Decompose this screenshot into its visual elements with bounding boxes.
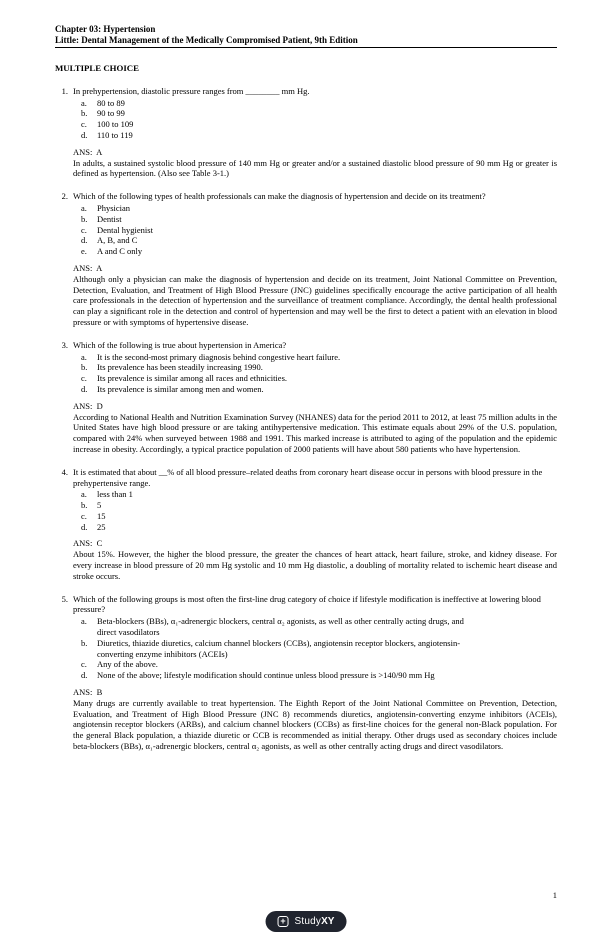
option-letter: d. (81, 670, 88, 681)
option-letter: a. (81, 616, 87, 627)
rationale-text: Although only a physician can make the diagnosis of hypertension and decide on its treatment, Joint National Committee on Prevention, Detection, Evaluation, and Treatment of High Blood Pressure (JNC) guidelines specifically encourage the active participation of all health care professionals in the detection of hypertension and the surveillance of treatment compliance. Accordingly, the dental health professional can play a significant role in the detection and control of hypertension and may well be the first to detect a patient with an elevation in blood pressure or with symptoms of hypertensive disease. (73, 273, 557, 327)
option-letter: a. (81, 351, 87, 362)
answer-label: ANS: D (73, 400, 103, 411)
rationale-text: Many drugs are currently available to treat hypertension. The Eighth Report of the Joint National Committee on Prevention, Detection, Evaluation, and Treatment of High Blood Pressure (JNC 8) recommends diuretics, angiotensin-converting enzyme inhibitors (ACEIs), angiotensin receptor blockers (ARBs), and calcium channel blockers (CCBs) as first-line choices for the general non-Black population. For the general Black population, a thiazide diuretic or CCB is recommended as initial therapy. Other drugs used as secondary choices include beta-blockers (BBs), α₁-adrenergic blockers, central α₂ agonists, as well as other centrally acting drugs and direct vasodilators. (73, 697, 557, 752)
question-text: Which of the following groups is most often the first-line drug category of choice if lifestyle modification is ineffective at lowering blood pressure? (73, 593, 541, 615)
question-text: Which of the following is true about hypertension in America? (73, 339, 287, 350)
question-number: 5. (61, 593, 68, 604)
options-list (81, 616, 557, 681)
answer-label: ANS: A (73, 262, 103, 273)
options-list (81, 352, 557, 395)
option-text: less than 1 (97, 489, 133, 500)
question-text: Which of the following types of health professionals can make the diagnosis of hypertension and decide on its treatment? (73, 191, 486, 202)
option-row (81, 616, 557, 638)
option-text: None of the above; lifestyle modification should continue unless blood pressure is >140/90 mm Hg (97, 670, 435, 681)
question-item (55, 340, 557, 455)
answer-label: ANS: A (73, 146, 103, 157)
option-text: It is the second-most primary diagnosis behind congestive heart failure. (97, 351, 341, 362)
option-letter: c. (81, 119, 87, 130)
option-row (81, 130, 557, 141)
question-number: 2. (61, 191, 68, 202)
rationale-text: About 15%. However, the higher the blood pressure, the greater the chances of heart attack, heart failure, stroke, and kidney disease. For every increase in blood pressure of 20 mm Hg systolic and 10 mm Hg diastolic, a doubling of mortality related to ischemic heart disease and stroke occurs. (73, 549, 557, 581)
option-row (81, 225, 557, 236)
option-letter: b. (81, 637, 88, 648)
option-letter: c. (81, 224, 87, 235)
option-row (81, 384, 557, 395)
page-header (55, 24, 557, 48)
option-row (81, 235, 557, 246)
option-row (81, 98, 557, 109)
option-row (81, 489, 557, 500)
question-number: 3. (61, 339, 68, 350)
option-text: Its prevalence is similar among all races and ethnicities. (97, 373, 288, 384)
option-text: Physician (97, 202, 131, 213)
option-letter: a. (81, 202, 87, 213)
question-text: In prehypertension, diastolic pressure ranges from ________ mm Hg. (73, 85, 310, 96)
option-text: Beta-blockers (BBs), α₁-adrenergic blockers, central α₂ agonists, as well as other centrally acting drugs, and direct vasodilators (97, 616, 464, 638)
option-text: 5 (97, 500, 102, 511)
option-letter: c. (81, 510, 87, 521)
question-text: It is estimated that about __% of all blood pressure–related deaths from coronary heart disease occur in persons with blood pressure in the prehypertensive range. (73, 466, 543, 488)
option-letter: d. (81, 521, 88, 532)
plus-icon: + (278, 916, 289, 927)
option-letter: e. (81, 246, 87, 257)
option-row (81, 638, 557, 660)
options-list (81, 489, 557, 532)
option-text: Dentist (97, 213, 122, 224)
option-row (81, 373, 557, 384)
question-item (55, 594, 557, 752)
option-letter: c. (81, 373, 87, 384)
option-letter: d. (81, 383, 88, 394)
option-text: Its prevalence is similar among men and women. (97, 383, 264, 394)
option-row (81, 522, 557, 533)
brand-name: StudyXY (294, 916, 335, 927)
option-text: 110 to 119 (97, 129, 133, 140)
option-row (81, 511, 557, 522)
option-row (81, 119, 557, 130)
option-row (81, 670, 557, 681)
option-letter: a. (81, 97, 87, 108)
option-row (81, 214, 557, 225)
page-content (55, 63, 557, 752)
option-text: 100 to 109 (97, 119, 134, 130)
section-heading: MULTIPLE CHOICE (55, 63, 139, 73)
option-letter: b. (81, 500, 88, 511)
question-item (55, 86, 557, 179)
option-row (81, 500, 557, 511)
option-text: Any of the above. (97, 659, 158, 670)
option-row (81, 659, 557, 670)
question-item (55, 191, 557, 328)
option-text: 25 (97, 521, 106, 532)
option-letter: b. (81, 108, 88, 119)
option-letter: d. (81, 129, 88, 140)
option-text: 80 to 89 (97, 97, 125, 108)
question-item (55, 467, 557, 582)
option-text: 15 (97, 510, 106, 521)
option-text: Diuretics, thiazide diuretics, calcium channel blockers (CCBs), angiotensin receptor blockers, angiotensin-converting enzyme inhibitors (ACEIs) (97, 637, 461, 659)
question-number: 1. (61, 85, 68, 96)
option-letter: c. (81, 659, 87, 670)
answer-label: ANS: C (73, 538, 103, 549)
answer-label: ANS: B (73, 687, 103, 698)
brand-badge (266, 911, 347, 932)
option-text: Its prevalence has been steadily increasing 1990. (97, 362, 263, 373)
option-row (81, 108, 557, 119)
option-row (81, 203, 557, 214)
page-number: 1 (552, 890, 557, 900)
chapter-title: Chapter 03: Hypertension (55, 24, 156, 34)
book-title: Little: Dental Management of the Medically Compromised Patient, 9th Edition (55, 35, 358, 45)
option-text: 90 to 99 (97, 108, 125, 119)
option-row (81, 352, 557, 363)
option-row (81, 362, 557, 373)
option-letter: a. (81, 489, 87, 500)
rationale-text: According to National Health and Nutrition Examination Survey (NHANES) data for the period 2011 to 2012, at least 75 million adults in the United States have high blood pressure or are taking antihypertensive medication. This estimate equals about 29% of the U.S. population, compared with 24% when surveyed between 1988 and 1991. This marked increase is attributed to aging of the population and the epidemic increase in obesity. Accordingly, a typical practice population of 2000 patients will have about 580 patients who have hypertension. (73, 411, 557, 454)
question-number: 4. (61, 466, 68, 477)
options-list (81, 203, 557, 257)
option-text: Dental hygienist (97, 224, 153, 235)
option-letter: b. (81, 213, 88, 224)
option-row (81, 246, 557, 257)
option-text: A, B, and C (97, 235, 138, 246)
option-letter: b. (81, 362, 88, 373)
option-letter: d. (81, 235, 88, 246)
option-text: A and C only (97, 246, 143, 257)
options-list (81, 98, 557, 141)
rationale-text: In adults, a sustained systolic blood pressure of 140 mm Hg or greater and/or a sustained diastolic blood pressure of 90 mm Hg or greater is defined as hypertension. (Also see Table 3-1.) (73, 157, 557, 179)
